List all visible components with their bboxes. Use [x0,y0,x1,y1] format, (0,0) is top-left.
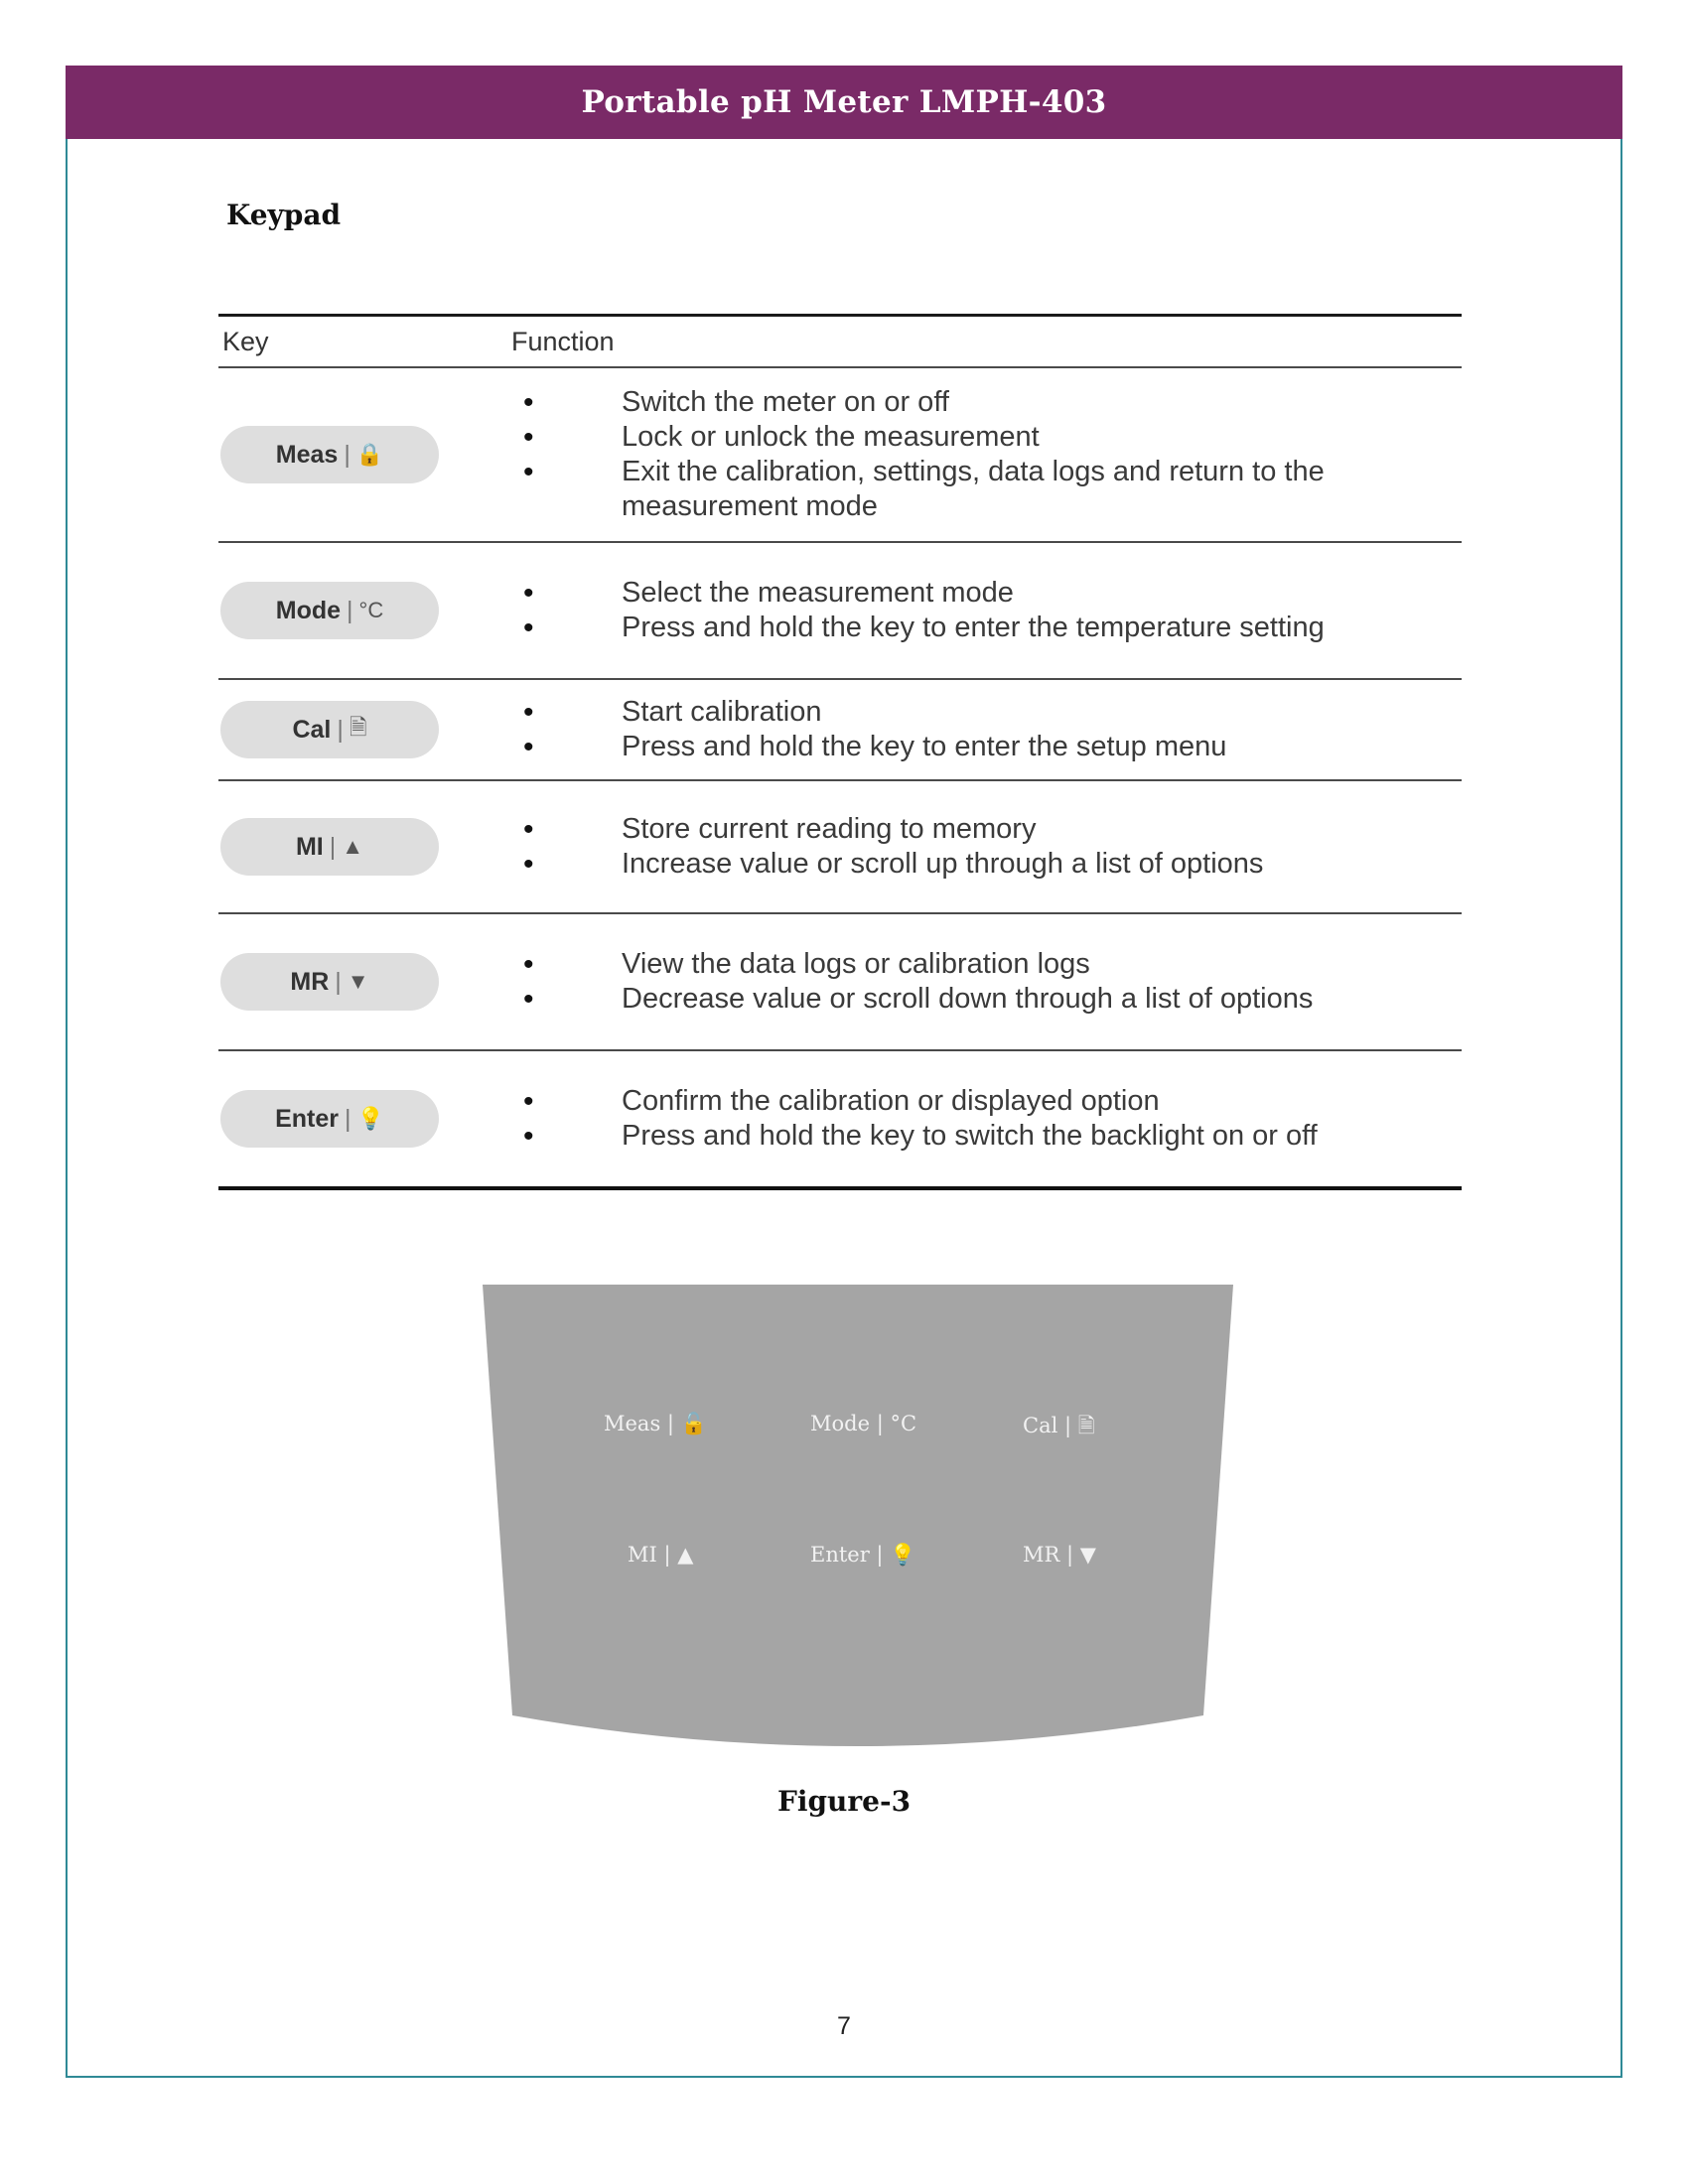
function-cell [511,385,1462,524]
function-item: • Store current reading to memory [511,812,1462,847]
key-label: Mode [275,596,342,624]
up-arrow-icon: ▲ [342,834,364,859]
function-item: • Increase value or scroll up through a list of options [511,847,1462,882]
keypad-cal-label: Cal | 🗎 [1023,1414,1095,1437]
function-list [511,576,1462,645]
function-list [511,1084,1462,1154]
degree-celsius-icon: °C [358,598,384,622]
key-label: Meas [275,440,339,469]
mr-key-button: MR | ▼ [220,953,439,1011]
function-item: • Press and hold the key to switch the backlight on or off [511,1119,1462,1154]
mi-key-button: MI | ▲ [220,818,439,876]
table-row [218,914,1462,1049]
function-item: • Press and hold the key to enter the temperature setting [511,611,1462,645]
function-item: • Exit the calibration, settings, data logs and return to the measurement mode [511,455,1462,524]
table-bottom-rule [218,1186,1462,1190]
function-item: • Lock or unlock the measurement [511,420,1462,455]
key-cell [218,426,511,483]
keypad-mi-label: MI | ▲ [628,1543,694,1567]
function-list [511,385,1462,524]
figure-caption: Figure-3 [776,1785,912,1818]
column-header-key: Key [222,326,269,356]
table-row [218,368,1462,541]
function-cell [511,576,1462,645]
header-title: Portable pH Meter LMPH-403 [581,84,1107,120]
function-cell [511,812,1462,882]
column-header-function: Function [511,326,615,356]
function-item: • Select the measurement mode [511,576,1462,611]
function-item: • View the data logs or calibration logs [511,947,1462,982]
key-label: MR [290,967,330,996]
function-list [511,812,1462,882]
enter-key-button: Enter | 💡 [220,1090,439,1148]
meas-key-button: Meas | 🔒 [220,426,439,483]
keypad-mr-label: MR | ▼ [1023,1543,1096,1567]
mode-key-button: Mode | °C [220,582,439,639]
key-cell [218,701,511,758]
table-row [218,680,1462,779]
function-cell [511,947,1462,1017]
function-list [511,695,1462,764]
key-cell [218,953,511,1011]
function-item: • Press and hold the key to enter the setup menu [511,730,1462,764]
keypad-illustration [483,1285,1233,1751]
table-row [218,781,1462,912]
page-number: 7 [837,2012,851,2040]
function-item: • Switch the meter on or off [511,385,1462,420]
key-label: MI [295,832,324,861]
function-list [511,947,1462,1017]
key-cell [218,818,511,876]
lightbulb-icon: 💡 [356,1106,384,1131]
keypad-table [218,314,1462,1190]
keypad-enter-label: Enter | 💡 [810,1543,916,1567]
key-label: Enter [275,1104,339,1133]
function-item: • Decrease value or scroll down through a list of options [511,982,1462,1017]
function-cell [511,695,1462,764]
table-row [218,543,1462,678]
keypad-meas-label: Meas | 🔓 [604,1412,707,1435]
page-header [66,66,1622,139]
keypad-body [483,1285,1233,1751]
key-cell [218,1090,511,1148]
down-arrow-icon: ▼ [347,969,369,994]
table-header [218,317,1462,366]
section-heading: Keypad [226,199,342,231]
keypad-mode-label: Mode | °C [810,1412,917,1435]
table-row [218,1051,1462,1186]
function-cell [511,1084,1462,1154]
function-item: • Confirm the calibration or displayed option [511,1084,1462,1119]
key-cell [218,582,511,639]
document-icon: 🗎 [349,715,367,740]
lock-icon: 🔒 [355,442,384,467]
function-item: • Start calibration [511,695,1462,730]
cal-key-button: Cal | 🗎 [220,701,439,758]
key-label: Cal [292,715,332,744]
